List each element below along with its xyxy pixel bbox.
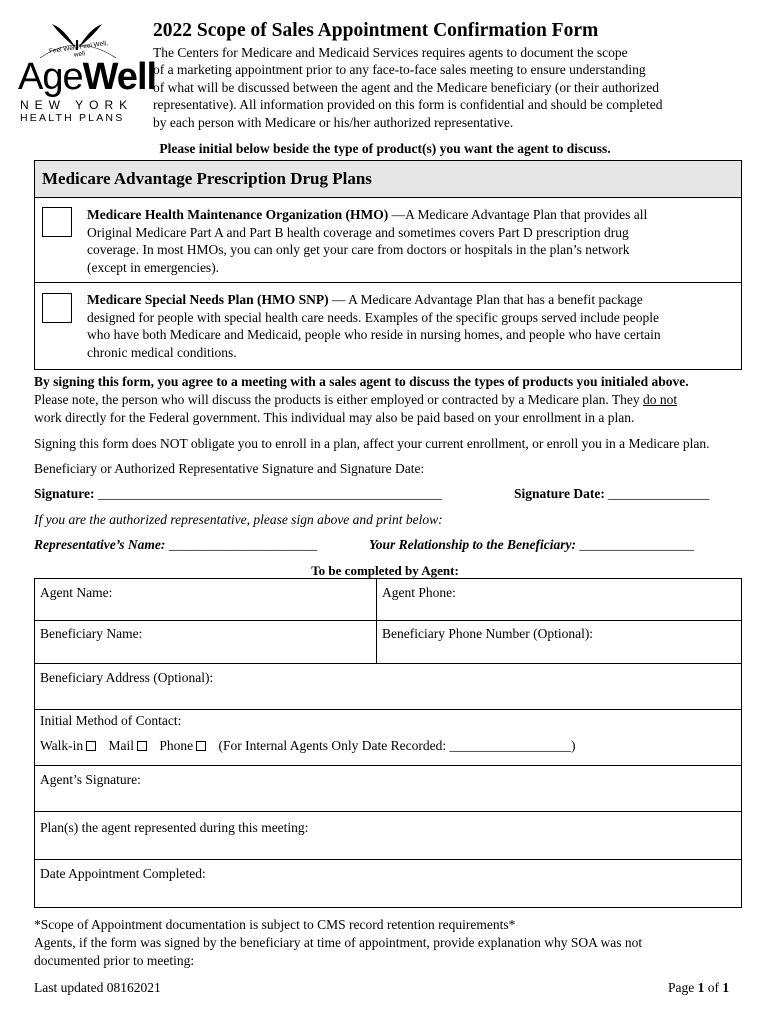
rep-name-line[interactable]: Representative’s Name: ______________________	[34, 537, 318, 552]
product-option-hmo	[35, 198, 741, 283]
relationship-line[interactable]: Your Relationship to the Beneficiary: _________________	[369, 537, 695, 552]
agewell-logo	[18, 18, 157, 130]
footer-notes	[34, 916, 642, 970]
internal-date-note[interactable]: (For Internal Agents Only Date Recorded: __________________)	[218, 738, 576, 753]
contact-method-row	[35, 710, 741, 766]
products-box	[34, 160, 742, 370]
agreement-bold: By signing this form, you agree to a meeting with a sales agent to discuss the types of products you initialed above.	[34, 374, 689, 389]
agreement-note-line2: work directly for the Federal government. This individual may also be paid based on your enrollment in a plan.	[34, 410, 635, 425]
agent-row-2	[35, 621, 741, 664]
signature-date-line[interactable]: Signature Date: _______________	[514, 486, 710, 501]
contact-method-label: Initial Method of Contact:	[40, 713, 182, 728]
date-completed-field[interactable]: Date Appointment Completed:	[40, 866, 206, 881]
initial-instruction: Please initial below beside the type of product(s) you want the agent to discuss.	[159, 141, 611, 156]
logo-arc-text: Feel Well. Feel Well, well	[48, 39, 109, 59]
signature-heading: Beneficiary or Authorized Representative Signature and Signature Date:	[34, 461, 425, 476]
walkin-option: Walk-in	[40, 738, 84, 753]
logo-new-york: NEW YORK	[20, 98, 134, 112]
explanation-line-2: documented prior to meeting:	[34, 953, 195, 968]
rep-instruction: If you are the authorized representative, please sign above and print below:	[34, 512, 443, 527]
plans-represented-field[interactable]: Plan(s) the agent represented during this meeting:	[35, 812, 741, 860]
beneficiary-name-field[interactable]: Beneficiary Name:	[40, 626, 143, 641]
agent-caption: To be completed by Agent:	[311, 563, 459, 578]
product-option-hmo-snp	[35, 283, 741, 369]
agent-phone-field[interactable]: Agent Phone:	[382, 585, 456, 600]
logo-wordmark: AgeWell	[18, 56, 157, 98]
intro-paragraph: The Centers for Medicare and Medicaid Services requires agents to document the scope of a marketing appointment prior to any face-to-face sales meeting to ensure understanding of what will be discussed between the agent and the Medicare beneficiary (or their authorized representative). All information provided on this form is confidential and should be completed by each person with Medicare or his/her authorized representative.	[153, 45, 663, 130]
mail-option: Mail	[108, 738, 135, 753]
obligation-text: Signing this form does NOT obligate you to enroll in a plan, affect your current enrollment, or enroll you in a Medicare plan.	[34, 436, 710, 451]
page-number: Page 1 of 1	[668, 980, 730, 995]
mail-checkbox[interactable]	[137, 741, 147, 751]
hmo-initial-box[interactable]	[42, 207, 72, 237]
agent-row-1	[35, 579, 741, 621]
beneficiary-address-field[interactable]: Beneficiary Address (Optional):	[35, 664, 741, 710]
beneficiary-phone-field[interactable]: Beneficiary Phone Number (Optional):	[382, 626, 594, 641]
phone-option: Phone	[159, 738, 194, 753]
agreement-note: Please note, the person who will discuss the products is either employed or contracted by a Medicare plan. They do not	[34, 392, 678, 407]
contact-method-options	[40, 738, 575, 754]
form-title: 2022 Scope of Sales Appointment Confirmation Form	[153, 20, 599, 41]
last-updated: Last updated 08162021	[34, 980, 161, 995]
agreement-text	[34, 373, 740, 427]
agent-name-field[interactable]: Agent Name:	[40, 585, 113, 600]
walkin-checkbox[interactable]	[86, 741, 96, 751]
products-heading: Medicare Advantage Prescription Drug Plans	[35, 161, 741, 198]
logo-health-plans: HEALTH PLANS	[20, 112, 125, 124]
explanation-line-1: Agents, if the form was signed by the beneficiary at time of appointment, provide explanation why SOA was not	[34, 935, 643, 950]
hmo-snp-description: Medicare Special Needs Plan (HMO SNP) — A Medicare Advantage Plan that has a benefit package designed for people with special health care needs. Examples of the specific groups served include people who have both Medicare and Medicaid, people who reside in nursing homes, and people who have certain chronic medical conditions.	[87, 292, 661, 360]
retention-note: *Scope of Appointment documentation is subject to CMS record retention requirements*	[34, 917, 516, 932]
signature-line[interactable]: Signature: ___________________________________________________	[34, 486, 443, 501]
agent-section	[34, 578, 742, 908]
hmo-description: Medicare Health Maintenance Organization (HMO) —A Medicare Advantage Plan that provides all Original Medicare Part A and Part B health coverage and sometimes covers Part D prescription drug coverage. In most HMOs, you can only get your care from doctors or hospitals in the plan’s network (except in emergencies).	[87, 207, 648, 275]
phone-checkbox[interactable]	[196, 741, 206, 751]
agent-signature-field[interactable]: Agent’s Signature:	[35, 766, 741, 812]
hmo-snp-initial-box[interactable]	[42, 293, 72, 323]
